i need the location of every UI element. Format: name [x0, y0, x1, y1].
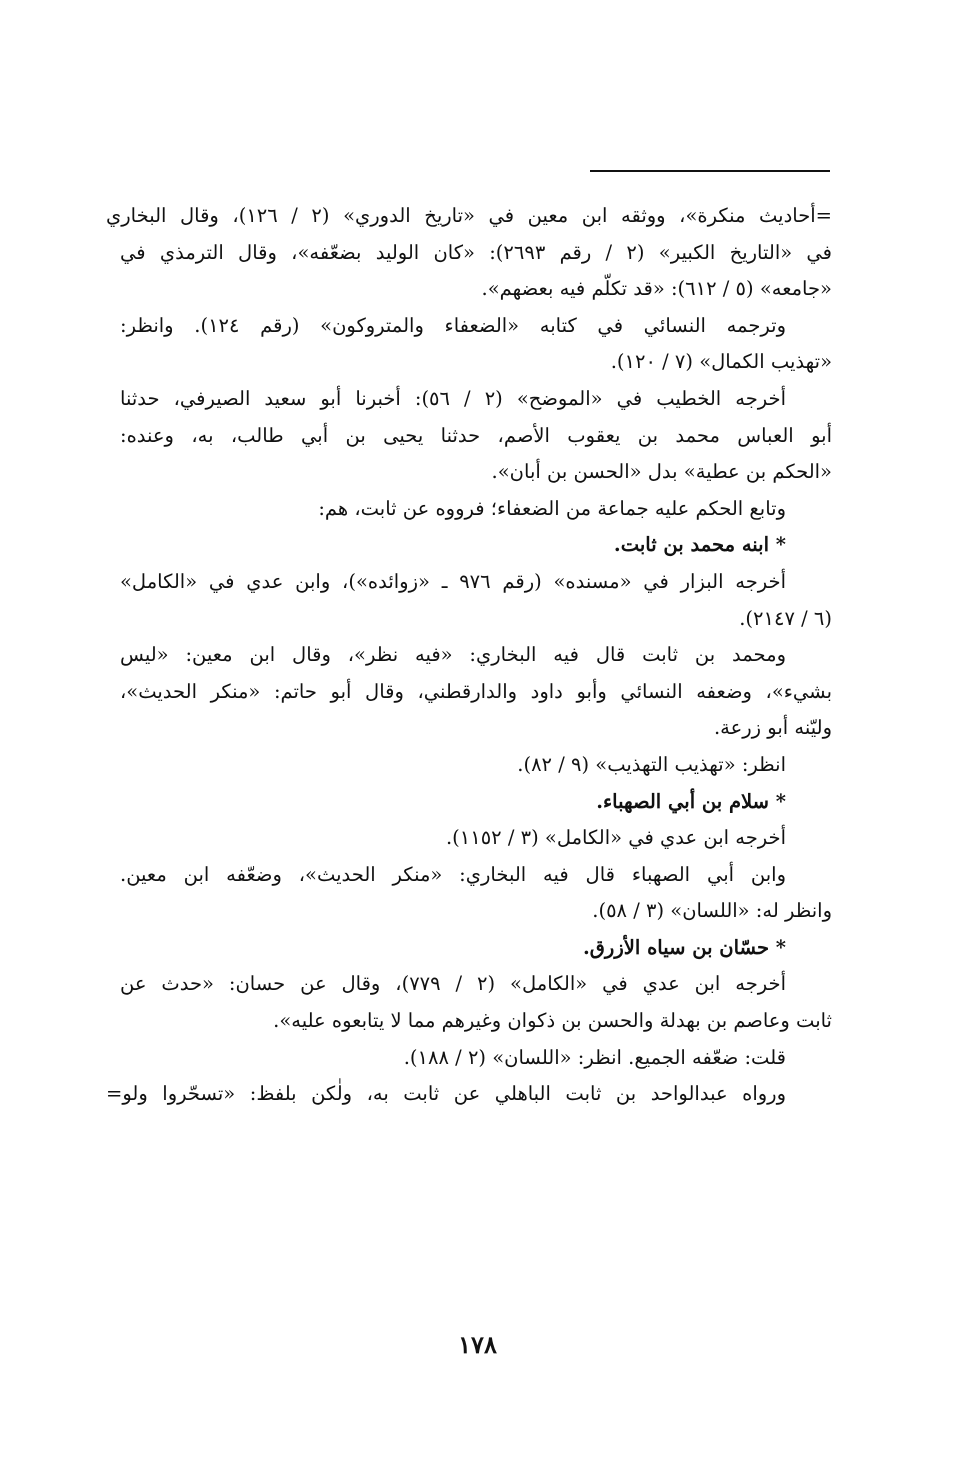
- text-line: ورواه عبدالواحد بن ثابت الباهلي عن ثابت به، ولٰكن بلفظ: «تسحّروا ولو=: [106, 1082, 786, 1106]
- text-line: «جامعه» (٥ / ٦١٢): «قد تكلّم فيه بعضهم».: [481, 277, 832, 301]
- paragraph-4: [120, 491, 832, 528]
- text-line: أبو العباس محمد بن يعقوب الأصم، حدثنا يحيى بن أبي طالب، به، وعنده:: [120, 423, 832, 447]
- page-number: ١٧٨: [458, 1330, 497, 1359]
- paragraph-3: [120, 381, 832, 491]
- text-line: وليّنه أبو زرعة.: [713, 716, 832, 740]
- paragraph-12: [106, 1076, 832, 1113]
- paragraph-6: [120, 637, 832, 747]
- text-line: «تهذيب الكمال» (٧ / ١٢٠).: [610, 350, 832, 374]
- text-line: أخرجه البزار في «مسنده» (رقم ٩٧٦ ـ «زوائده»)، وابن عدي في «الكامل»: [120, 569, 786, 593]
- text-line: =أحاديث منكرة»، ووثقه ابن معين في «تاريخ الدوري» (٢ / ١٢٦)، وقال البخاري: [106, 204, 833, 227]
- text-line: وانظر له: «اللسان» (٣ / ٥٨).: [592, 899, 832, 923]
- text-line: ومحمد بن ثابت قال فيه البخاري: «فيه نظر»، وقال ابن معين: «ليس: [120, 643, 786, 667]
- text-line: أخرجه ابن عدي في «الكامل» (٣ / ١١٥٢).: [445, 826, 786, 850]
- paragraph-11: [120, 1040, 832, 1077]
- paragraph-2: [120, 308, 832, 381]
- text-line: أخرجه ابن عدي في «الكامل» (٢ / ٧٧٩)، وقال عن حسان: «حدث عن: [120, 972, 787, 996]
- paragraph-10: [120, 966, 832, 1039]
- paragraph-9: [120, 857, 832, 930]
- text-line: وتابع الحكم عليه جماعة من الضعفاء؛ فرووه عن ثابت، هم:: [318, 496, 786, 520]
- text-line: وترجمه النسائي في كتابه «الضعفاء والمتروكون» (رقم ١٢٤). وانظر:: [120, 313, 786, 337]
- text-line: أخرجه الخطيب في «الموضح» (٢ / ٥٦): أخبرنا أبو سعيد الصيرفي، حدثنا: [120, 386, 787, 410]
- footnote-separator-rule: [590, 170, 830, 172]
- paragraph-8: [120, 820, 832, 857]
- text-line: وابن أبي الصهباء قال فيه البخاري: «منكر الحديث»، وضعّفه ابن معين.: [120, 862, 786, 886]
- text-line: بشيء»، وضعفه النسائي وأبو داود والدارقطني، وقال أبو حاتم: «منكر الحديث»،: [120, 679, 832, 703]
- text-line: في «التاريخ الكبير» (٢ / رقم ٢٦٩٣): «كان الوليد بضعّفه»، وقال الترمذي في: [120, 240, 833, 264]
- narrator-heading: * سلام بن أبي الصهباء.: [596, 789, 786, 813]
- footnote-text: [106, 198, 833, 1113]
- text-line: ثابت وعاصم بن بهدلة والحسن بن ذكوان وغيرهم مما لا يتابعوه عليه».: [273, 1009, 832, 1033]
- paragraph-7: [120, 747, 832, 784]
- paragraph-5: [120, 564, 832, 637]
- text-line: «الحكم بن عطية» بدل «الحسن بن أبان».: [491, 460, 832, 484]
- text-line: قلت: ضعّفه الجميع. انظر: «اللسان» (٢ / ١٨٨).: [403, 1045, 786, 1069]
- text-line: (٦ / ٢١٤٧).: [739, 606, 832, 630]
- heading-sallam: [120, 784, 832, 821]
- paragraph-1: [106, 198, 833, 308]
- narrator-heading: * حسّان بن سياه الأزرق.: [582, 935, 786, 959]
- text-line: انظر: «تهذيب التهذيب» (٩ / ٨٢).: [517, 752, 786, 776]
- narrator-heading: * ابنه محمد بن ثابت.: [613, 533, 786, 557]
- heading-hassan: [120, 930, 832, 967]
- heading-muhammad-bin-thabit: [120, 527, 832, 564]
